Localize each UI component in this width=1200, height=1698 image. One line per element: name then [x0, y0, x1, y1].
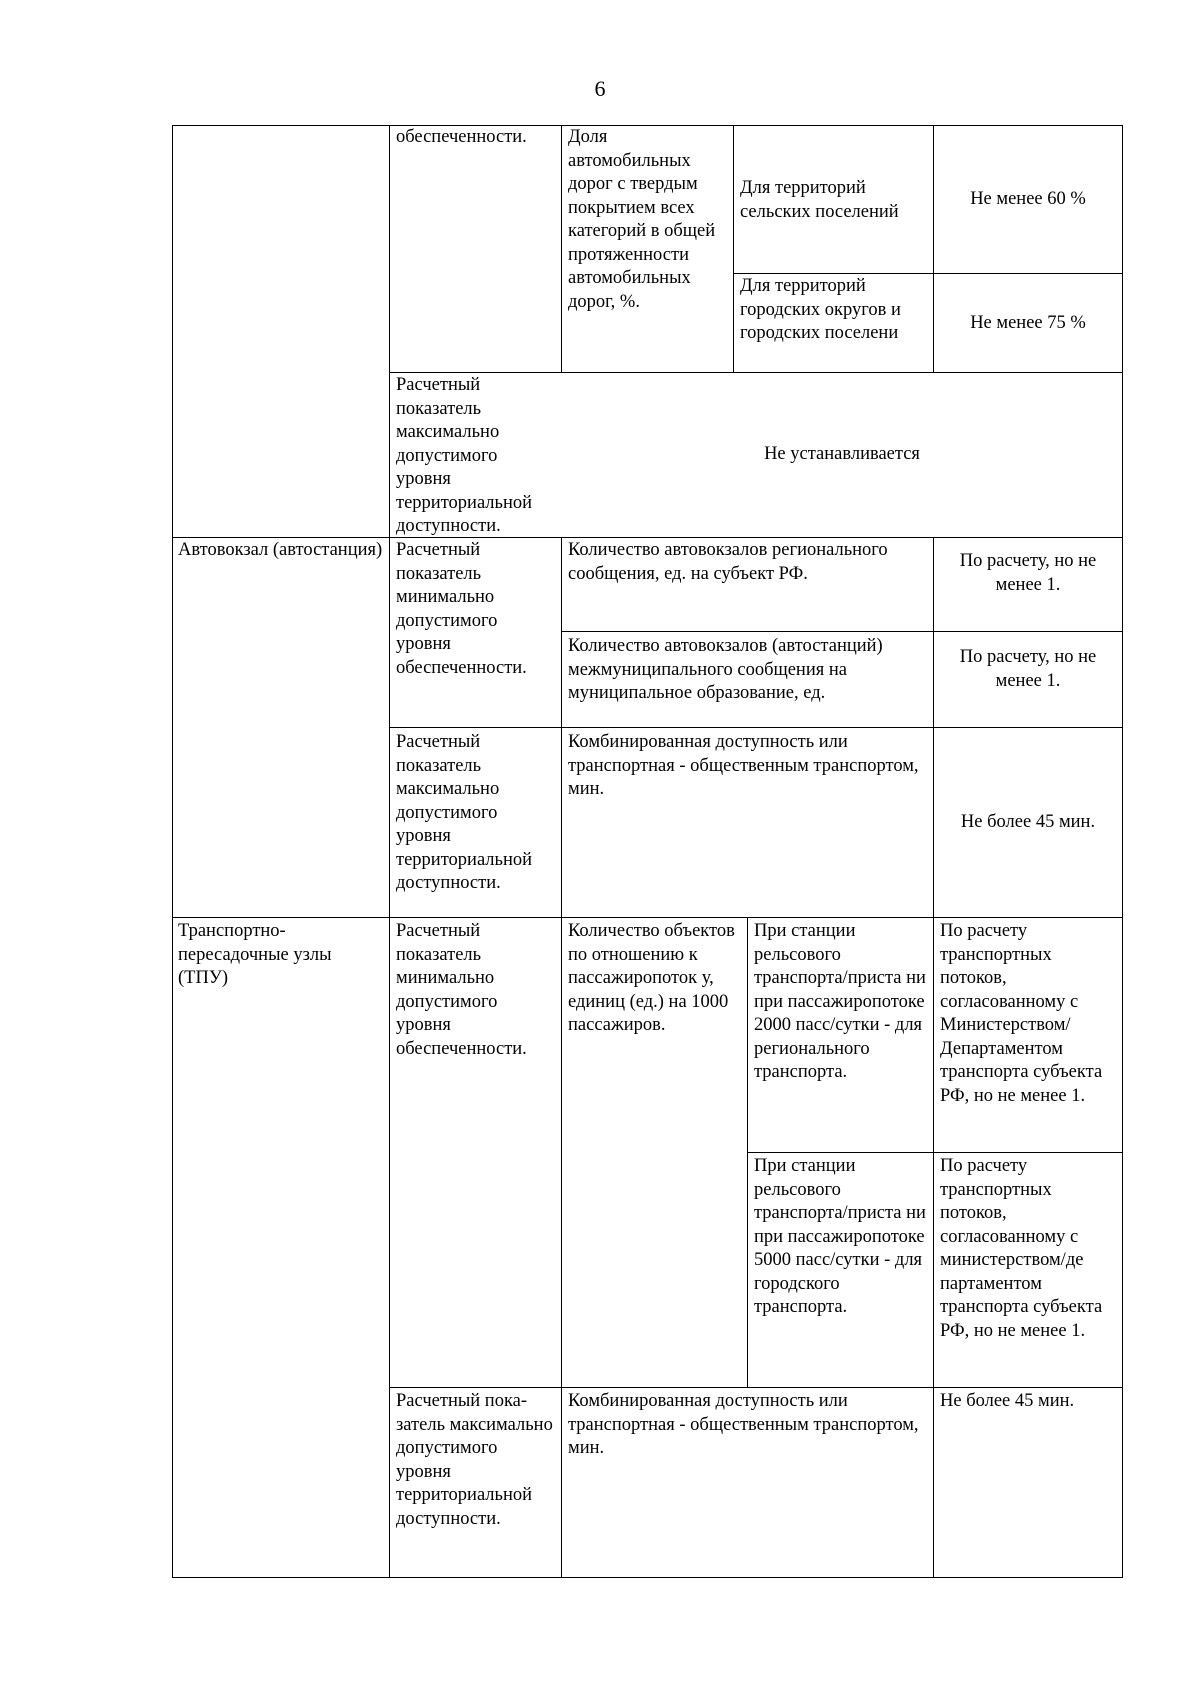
table-border	[390, 727, 1123, 728]
value-cell: Не менее 60 %	[970, 188, 1086, 209]
value-cell: Не более 45 мин.	[940, 1391, 1075, 1411]
table-border	[733, 125, 734, 372]
measure-cell: Комбинированная доступность или транспортная - общественным транспортом, мин.	[568, 1391, 919, 1458]
value-cell: Не менее 75 %	[970, 312, 1086, 333]
page-number: 6	[594, 76, 606, 101]
table-border	[172, 537, 1123, 538]
measure-cell: Комбинированная доступность или транспортная - общественным транспортом, мин.	[568, 732, 919, 799]
object-line: (ТПУ)	[178, 968, 229, 988]
table-border	[734, 273, 1123, 274]
table-border	[1122, 125, 1123, 1578]
measure-cell: Количество автовокзалов регионального сообщения, ед. на субъект РФ.	[568, 540, 888, 584]
table-border	[390, 372, 1123, 373]
object-line: пересадочные узлы	[178, 944, 332, 965]
indicator-cell: Расчетный показатель минимально допустимого уровня обеспеченности.	[396, 540, 527, 678]
condition-cell: При станции рельсового транспорта/приста ни при пассажиропотоке 5000 пасс/сутки - для городского транспорта.	[754, 1156, 926, 1317]
table-border	[933, 537, 934, 1578]
table-border	[562, 631, 1123, 632]
table-border	[172, 125, 1123, 126]
object-line: Транспортно-	[178, 921, 286, 941]
measure-cell: Доля автомобильных дорог с твердым покрытием всех категорий в общей протяженности автомобильных дорог, %.	[568, 127, 716, 312]
condition-cell: Для территорий сельских поселений	[740, 178, 899, 222]
indicator-cell: Расчетный показатель максимально допустимого уровня территориальной доступности.	[396, 375, 533, 536]
indicator-cell: Расчетный показатель максимально допустимого уровня территориальной доступности.	[396, 732, 533, 893]
indicator-cell: обеспеченности.	[396, 127, 527, 147]
table-border	[561, 537, 562, 1578]
table-border	[172, 125, 173, 1578]
object-cell: Автовокзал (автостанция)	[178, 540, 383, 560]
value-cell: Не более 45 мин.	[960, 811, 1096, 832]
object-cell	[172, 919, 390, 999]
condition-cell: При станции рельсового транспорта/приста ни при пассажиропотоке 2000 пасс/сутки - для регионального транспорта.	[754, 921, 926, 1082]
table-border	[172, 917, 1123, 918]
table-border	[561, 125, 562, 372]
indicator-cell: Расчетный показатель минимально допустимого уровня обеспеченности.	[396, 921, 527, 1059]
table-border	[748, 1152, 1123, 1153]
table-border	[747, 917, 748, 1387]
measure-cell: Количество автовокзалов (автостанций) межмуниципального сообщения на муниципальное образование, ед.	[568, 636, 883, 703]
table-border	[390, 1387, 1123, 1388]
condition-cell: Для территорий городских округов и городских поселени	[740, 276, 901, 343]
value-cell: По расчету, но не менее 1.	[959, 551, 1097, 595]
table-border	[172, 1577, 1123, 1578]
measure-cell: Количество объектов по отношению к пассажиропоток у, единиц (ед.) на 1000 пассажиров.	[568, 921, 735, 1035]
indicator-cell: Расчетный пока-затель максимально допустимого уровня территориальной доступности.	[396, 1391, 553, 1529]
value-cell: По расчету транспортных потоков, согласованному с Министерством/ Департаментом транспорта субъекта РФ, но не менее 1.	[940, 921, 1103, 1106]
value-cell: По расчету, но не менее 1.	[959, 647, 1097, 691]
table-border	[389, 125, 390, 1578]
table-border	[933, 125, 934, 372]
value-cell: По расчету транспортных потоков, согласованному с министерством/де партаментом транспорта субъекта РФ, но не менее 1.	[940, 1156, 1103, 1341]
value-cell: Не устанавливается	[764, 443, 920, 464]
